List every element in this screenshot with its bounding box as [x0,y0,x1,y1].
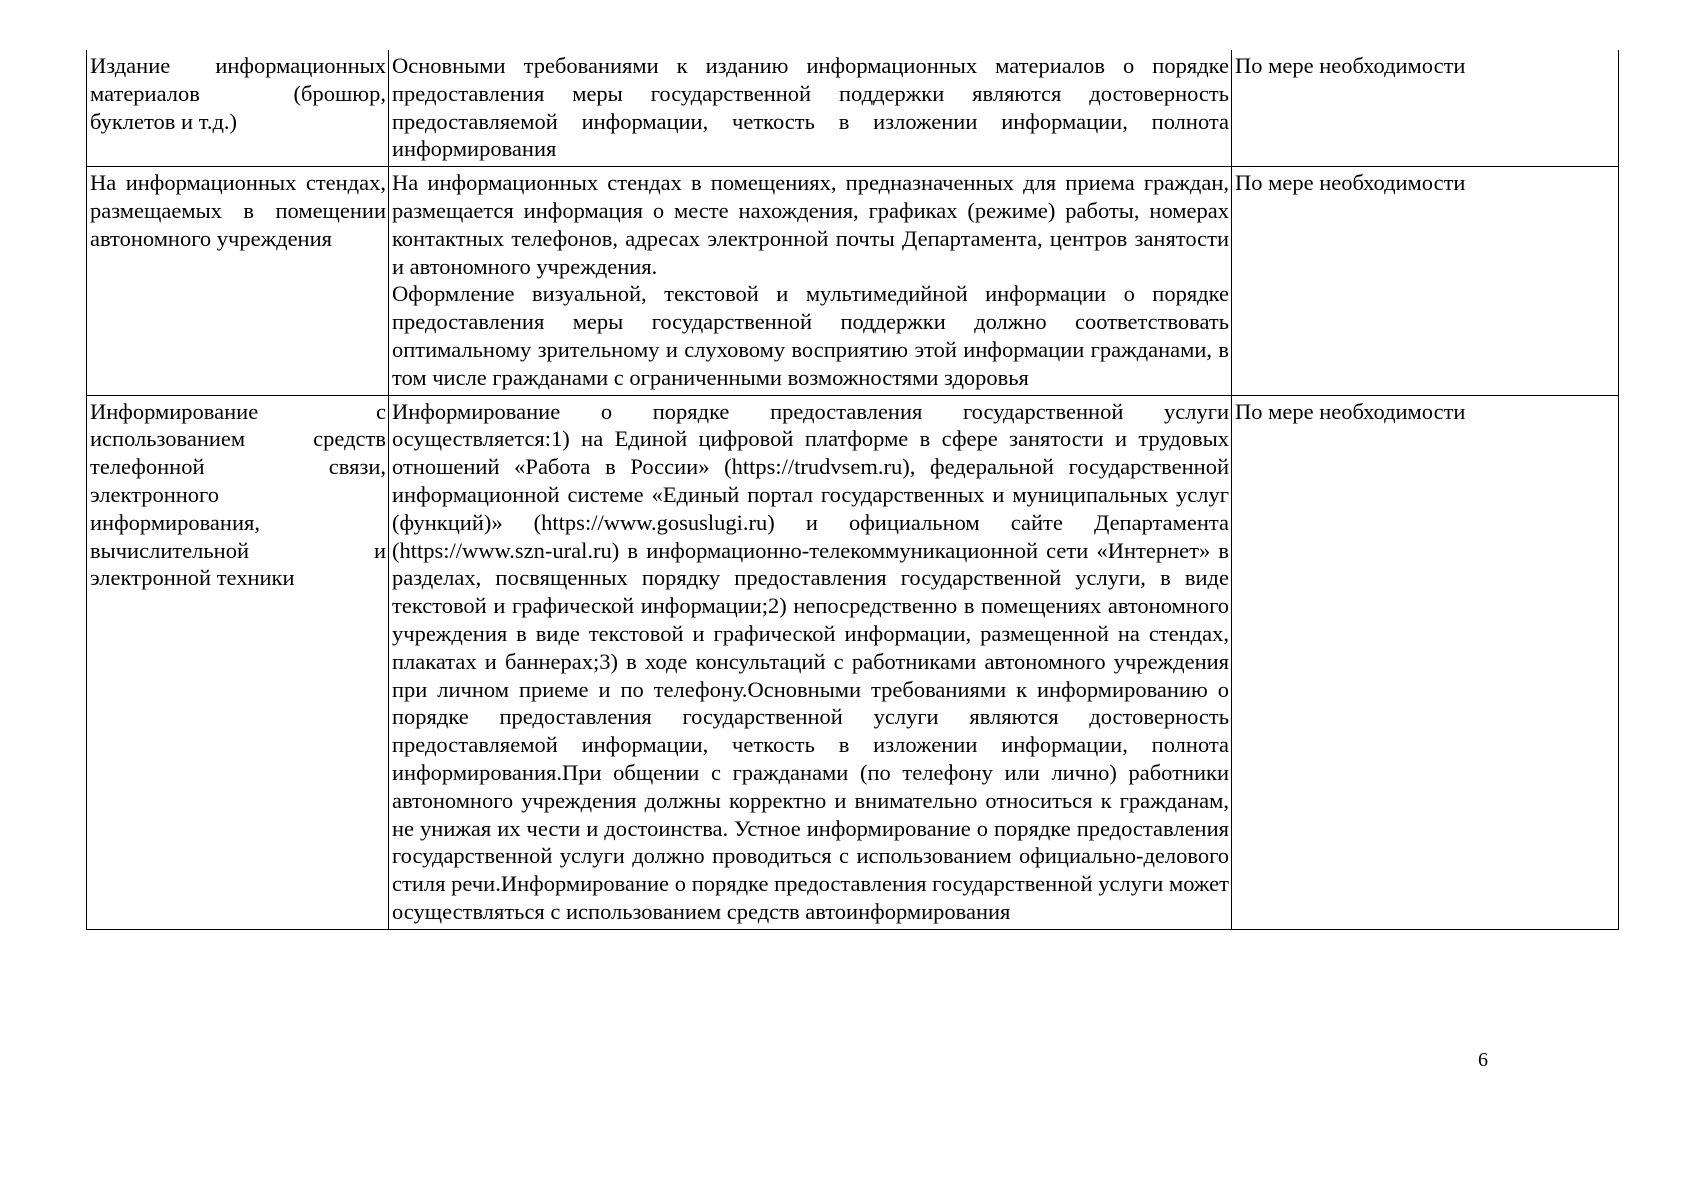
requirements-cell [389,50,1232,167]
frequency-text: По мере необходимости [1235,398,1466,424]
method-text: На информационных стендах, размещаемых в помещении автономного учреждения [90,170,386,251]
frequency-text: По мере необходимости [1235,53,1466,78]
table-row [87,50,1619,167]
requirements-paragraph: Оформление визуальной, текстовой и мультимедийной информации о порядке предоставления меры государственной поддержки должно соответствовать оптимальному зрительному и слуховому восприятию этой информации гражданами, в том числе гражданами с ограниченными возможностями здоровья [392,281,1229,390]
frequency-text: По мере необходимости [1235,170,1466,196]
frequency-cell [1232,395,1619,929]
method-text: Издание информационных материалов (брошюр, буклетов и т.д.) [90,53,386,134]
method-cell [87,167,389,395]
requirements-paragraph: На информационных стендах в помещениях, предназначенных для приема граждан, размещается информация о месте нахождения, графиках (режиме) работы, номерах контактных телефонов, адресах электронной почты Департамента, центров занятости и автономного учреждения. [392,170,1229,279]
requirements-cell [389,395,1232,929]
requirements-paragraph: Информирование о порядке предоставления государственной услуги осуществляется:1) на Единой цифровой платформе в сфере занятости и трудовых отношений «Работа в России» (https://trudvsem.ru), федеральной государственной информационной системе «Единый портал государственных и муниципальных услуг (функций)» (https://www.gosuslugi.ru) и официальном сайте Департамента (https://www.szn-ural.ru) в информационно-телекоммуникационной сети «Интернет» в разделах, посвященных порядку предоставления государственной услуги, в виде текстовой и графической информации;2) непосредственно в помещениях автономного учреждения в виде текстовой и графической информации, размещенной на стендах, плакатах и баннерах;3) в ходе консультаций с работниками автономного учреждения при личном приеме и по телефону.Основными требованиями к информированию о порядке предоставления государственной услуги являются достоверность предоставляемой информации, четкость в изложении информации, полнота информирования.При общении с гражданами (по телефону или лично) работники автономного учреждения должны корректно и внимательно относиться к гражданам, не унижая их чести и достоинства. Устное информирование о порядке предоставления государственной услуги должно проводиться с использованием официально-делового стиля речи.Информирование о порядке предоставления государственной услуги может осуществляться с использованием средств автоинформирования [392,398,1229,924]
method-cell [87,50,389,167]
requirements-paragraph: Основными требованиями к изданию информационных материалов о порядке предоставления меры государственной поддержки являются достоверность предоставляемой информации, четкость в изложении информации, полнота информирования [392,53,1229,162]
information-methods-table [86,50,1619,930]
frequency-cell [1232,167,1619,395]
page-number: 6 [1478,1049,1488,1071]
requirements-cell [389,167,1232,395]
frequency-cell [1232,50,1619,167]
method-cell [87,395,389,929]
table-row [87,395,1619,929]
table-row [87,167,1619,395]
method-text: Информирование с использованием средств телефонной связи, электронного информирования, вычислительной и электронной техники [90,398,386,591]
